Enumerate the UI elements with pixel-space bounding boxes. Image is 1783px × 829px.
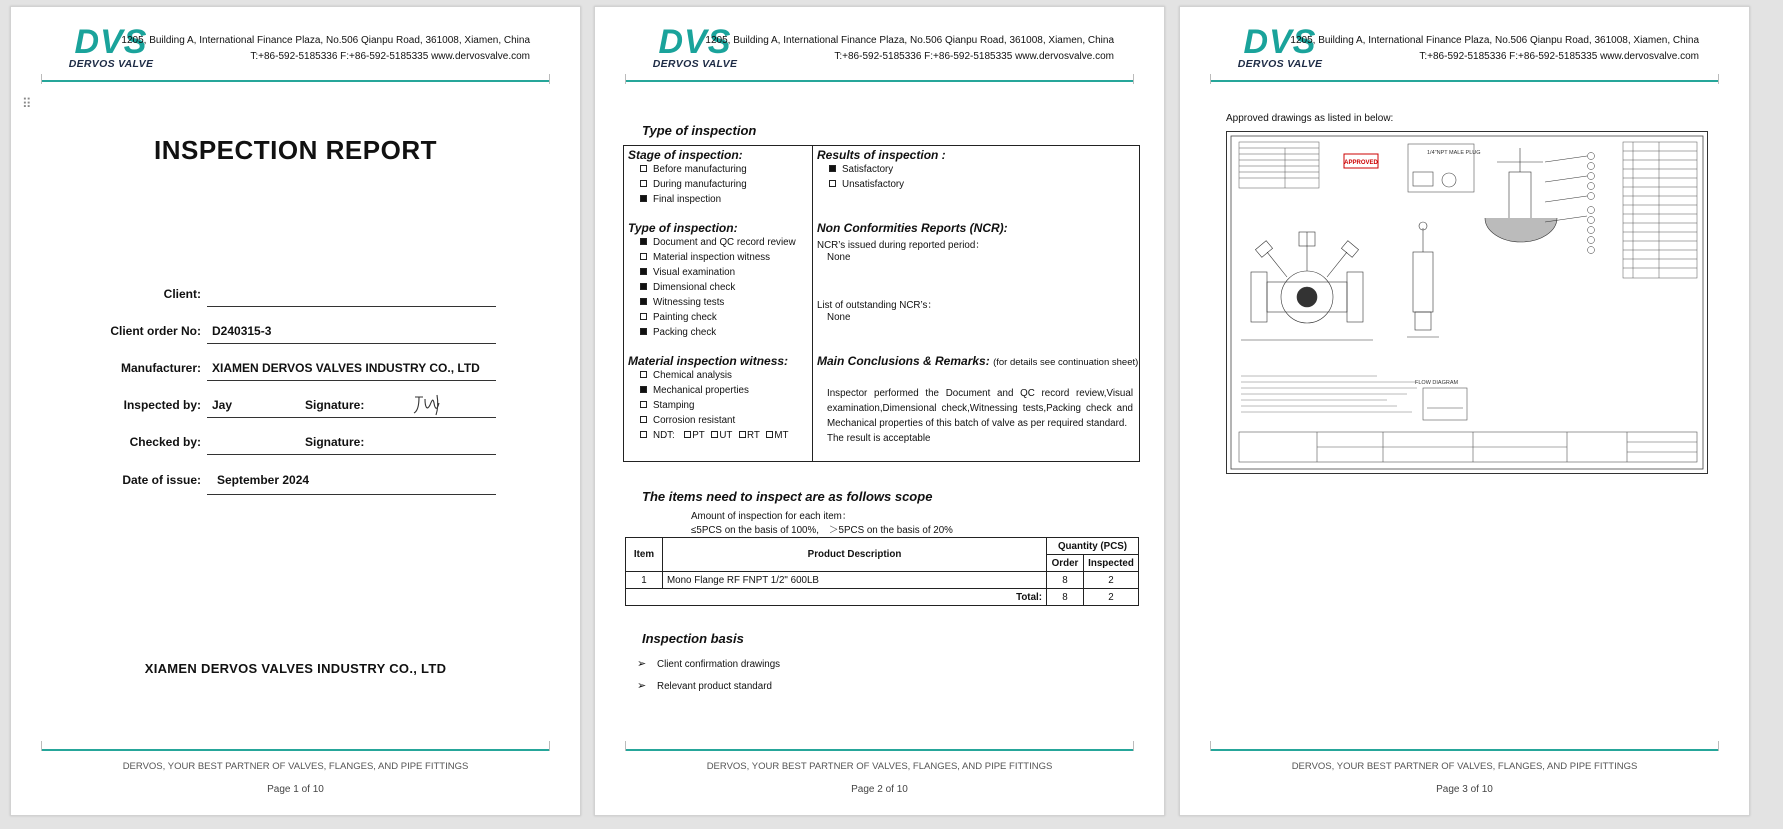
type-item[interactable] xyxy=(640,252,770,263)
header-contact: T:+86-592-5185336 F:+86-592-5185335 www.dervosvalve.com xyxy=(1419,51,1699,62)
checkbox-icon[interactable] xyxy=(640,313,647,320)
page-3 xyxy=(1179,6,1750,816)
col-desc-header: Product Description xyxy=(663,538,1047,572)
manufacturer-underline xyxy=(207,380,496,381)
plug-side xyxy=(1413,172,1433,186)
logo-name: DERVOS VALVE xyxy=(652,58,738,70)
stage-item-label: Before manufacturing xyxy=(653,164,747,175)
conclusions-heading xyxy=(817,354,1138,368)
checkbox-icon[interactable] xyxy=(640,401,647,408)
page-number: Page 2 of 10 xyxy=(851,784,908,795)
material-item-label: Chemical analysis xyxy=(653,370,732,381)
type-item-label: Document and QC record review xyxy=(653,237,796,248)
footer-divider xyxy=(625,749,1134,751)
client-label: Client: xyxy=(163,287,201,301)
valve-front-view xyxy=(1241,232,1373,340)
signature-image xyxy=(411,391,445,417)
total-order: 8 xyxy=(1047,589,1084,606)
logo-name: DERVOS VALVE xyxy=(68,58,154,70)
header-address-block xyxy=(121,33,530,65)
checkbox-icon[interactable] xyxy=(640,371,647,378)
checkbox-icon[interactable] xyxy=(829,180,836,187)
table-row xyxy=(626,572,1139,589)
page-2 xyxy=(594,6,1165,816)
checkbox-icon[interactable] xyxy=(640,283,647,290)
material-heading: Material inspection witness: xyxy=(628,354,789,368)
checkbox-icon[interactable] xyxy=(640,431,647,438)
type-heading: Type of inspection: xyxy=(628,221,738,235)
type-item[interactable] xyxy=(640,282,735,293)
type-item-label: Visual examination xyxy=(653,267,736,278)
stage-item[interactable] xyxy=(640,179,747,190)
material-item-label: Stamping xyxy=(653,400,695,411)
notes-block xyxy=(1241,376,1417,412)
type-of-inspection-title: Type of inspection xyxy=(642,123,757,138)
material-item[interactable] xyxy=(640,370,732,381)
material-item[interactable] xyxy=(640,415,735,426)
ndt-rt-label: RT xyxy=(746,430,760,441)
cell-item: 1 xyxy=(626,572,663,589)
logo-mark: DVS xyxy=(1243,23,1317,61)
ndt-pt-label: PT xyxy=(692,430,705,441)
total-label: Total: xyxy=(626,589,1047,606)
checkbox-icon[interactable] xyxy=(640,268,647,275)
company-name: XIAMEN DERVOS VALVES INDUSTRY CO., LTD xyxy=(144,661,447,676)
ndt-rt-checkbox[interactable] xyxy=(739,431,746,438)
cell-order: 8 xyxy=(1047,572,1084,589)
header-address-block xyxy=(1290,33,1699,65)
scope-title: The items need to inspect are as follows scope xyxy=(642,489,933,504)
parts-list-table xyxy=(1623,142,1697,278)
type-item-label: Material inspection witness xyxy=(653,252,771,263)
ncr-outstanding-label: List of outstanding NCR’s： xyxy=(817,300,938,311)
inspected-label: Inspected by: xyxy=(123,398,201,412)
flow-diagram-box xyxy=(1423,388,1467,420)
manufacturer-row xyxy=(41,356,506,380)
ndt-label: NDT: xyxy=(653,430,675,441)
arrow-bullet-icon: ➢ xyxy=(637,680,647,692)
footer-slogan: DERVOS, YOUR BEST PARTNER OF VALVES, FLANGES, AND PIPE FITTINGS xyxy=(122,761,469,772)
date-value[interactable]: September 2024 xyxy=(217,473,310,487)
scope-note-1: Amount of inspection for each item： xyxy=(691,511,852,522)
ndt-pt-checkbox[interactable] xyxy=(684,431,691,438)
type-item-label: Witnessing tests xyxy=(653,297,725,308)
type-item[interactable] xyxy=(640,267,735,278)
col-item-header: Item xyxy=(626,538,663,572)
order-underline xyxy=(207,343,496,344)
header-divider xyxy=(41,80,550,85)
valve-side-view xyxy=(1407,222,1439,337)
checkbox-icon[interactable] xyxy=(640,165,647,172)
ndt-ut-checkbox[interactable] xyxy=(711,431,718,438)
checkbox-icon[interactable] xyxy=(640,386,647,393)
client-row xyxy=(41,282,506,306)
date-label: Date of issue: xyxy=(122,473,201,487)
checkbox-icon[interactable] xyxy=(640,238,647,245)
results-item[interactable] xyxy=(829,179,904,190)
page-number: Page 3 of 10 xyxy=(1436,784,1493,795)
page-number: Page 1 of 10 xyxy=(267,784,324,795)
logo-name: DERVOS VALVE xyxy=(1237,58,1323,70)
basis-item xyxy=(637,658,781,670)
header-contact: T:+86-592-5185336 F:+86-592-5185335 www.dervosvalve.com xyxy=(250,51,530,62)
checked-label: Checked by: xyxy=(129,435,201,449)
stage-heading: Stage of inspection: xyxy=(628,148,743,162)
remarks xyxy=(827,386,1133,446)
material-item-label: Corrosion resistant xyxy=(653,415,736,426)
header-address: 1205, Building A, International Finance Plaza, No.506 Qianpu Road, 361008, Xiamen, China xyxy=(705,35,1114,46)
manufacturer-value[interactable]: XIAMEN DERVOS VALVES INDUSTRY CO., LTD xyxy=(212,361,480,375)
results-item-label: Satisfactory xyxy=(842,164,894,175)
header-divider xyxy=(625,80,1134,85)
cell-inspected: 2 xyxy=(1084,572,1139,589)
grid-divider xyxy=(812,146,813,461)
logo-mark: DVS xyxy=(658,23,732,61)
order-row xyxy=(41,319,506,343)
checkbox-icon[interactable] xyxy=(829,165,836,172)
stage-item[interactable] xyxy=(640,164,747,175)
material-item[interactable] xyxy=(640,400,694,411)
order-label: Client order No: xyxy=(110,324,201,338)
ndt-mt-label: MT xyxy=(774,430,789,441)
part-balloons xyxy=(1588,153,1595,254)
technical-drawing[interactable] xyxy=(1226,131,1708,474)
signature-label: Signature: xyxy=(305,398,365,412)
footer-slogan: DERVOS, YOUR BEST PARTNER OF VALVES, FLANGES, AND PIPE FITTINGS xyxy=(1291,761,1638,772)
stage-item-label: During manufacturing xyxy=(653,179,747,190)
drawing-svg xyxy=(1227,132,1707,473)
cell-desc: Mono Flange RF FNPT 1/2" 600LB xyxy=(663,572,1047,589)
checked-row xyxy=(41,430,506,454)
arrow-bullet-icon: ➢ xyxy=(637,658,647,670)
ncr-outstanding-value: None xyxy=(827,312,851,323)
basis-title: Inspection basis xyxy=(642,631,744,646)
type-item[interactable] xyxy=(640,327,716,338)
col-order-header: Order xyxy=(1047,555,1084,572)
ncr-issued-label: NCR’s issued during reported period： xyxy=(817,240,986,251)
footer-divider xyxy=(1210,749,1719,751)
basis-item-label: Relevant product standard xyxy=(657,681,772,692)
checked-underline xyxy=(207,454,496,455)
title-block xyxy=(1239,432,1697,462)
type-item-label: Dimensional check xyxy=(653,282,736,293)
ncr-issued-value: None xyxy=(827,252,851,263)
drag-handle-icon[interactable]: ⠿ xyxy=(22,96,32,111)
header-divider xyxy=(1210,80,1719,85)
basis-item-label: Client confirmation drawings xyxy=(657,659,781,670)
stage-item-label: Final inspection xyxy=(653,194,722,205)
type-item[interactable] xyxy=(640,237,796,248)
scope-note-2: ≤5PCS on the basis of 100%, ＞5PCS on the basis of 20% xyxy=(691,525,953,536)
ndt-ut-label: UT xyxy=(719,430,733,441)
remarks-text: Inspector performed the Document and QC record review,Visual examination,Dimensional check,Witnessing tests,Packing check and Mechanical properties of this batch of valve as per required standard. xyxy=(827,388,1133,429)
order-value[interactable]: D240315-3 xyxy=(212,324,272,338)
material-item-label: Mechanical properties xyxy=(653,385,749,396)
approved-stamp-text: APPROVED xyxy=(1344,160,1378,166)
approved-drawings-text: Approved drawings as listed in below: xyxy=(1226,113,1394,124)
ndt-mt-checkbox[interactable] xyxy=(766,431,773,438)
header-address-block xyxy=(705,33,1114,65)
total-row xyxy=(626,589,1139,606)
inspected-underline xyxy=(207,417,496,418)
conclusions-note: (for details see continuation sheet) xyxy=(993,357,1139,368)
inspected-row xyxy=(41,393,506,417)
footer-divider xyxy=(41,749,550,751)
results-heading: Results of inspection : xyxy=(817,148,946,162)
client-underline xyxy=(207,306,496,307)
stage-item[interactable] xyxy=(640,194,721,205)
results-item[interactable] xyxy=(829,164,893,175)
type-item[interactable] xyxy=(640,297,724,308)
inspected-value[interactable]: Jay xyxy=(212,398,233,412)
conclusions-heading-text: Main Conclusions & Remarks: xyxy=(817,354,990,368)
flow-diagram-label: FLOW DIAGRAM xyxy=(1415,380,1459,386)
inspection-grid xyxy=(623,145,1140,462)
ndt-row xyxy=(640,430,789,441)
checkbox-icon[interactable] xyxy=(640,253,647,260)
col-qty-header: Quantity (PCS) xyxy=(1047,538,1139,555)
header-contact: T:+86-592-5185336 F:+86-592-5185335 www.dervosvalve.com xyxy=(834,51,1114,62)
checkbox-icon[interactable] xyxy=(640,298,647,305)
total-inspected: 2 xyxy=(1084,589,1139,606)
col-inspected-header: Inspected xyxy=(1084,555,1139,572)
footer-slogan: DERVOS, YOUR BEST PARTNER OF VALVES, FLANGES, AND PIPE FITTINGS xyxy=(706,761,1053,772)
basis-item xyxy=(637,680,772,692)
signature-label-2: Signature: xyxy=(305,435,365,449)
date-underline xyxy=(207,494,496,495)
valve-detail-view xyxy=(1485,148,1587,242)
material-item[interactable] xyxy=(640,385,749,396)
performance-table xyxy=(1239,142,1319,188)
manufacturer-label: Manufacturer: xyxy=(120,361,201,375)
page-1 xyxy=(10,6,581,816)
header-address: 1205, Building A, International Finance Plaza, No.506 Qianpu Road, 361008, Xiamen, China xyxy=(1290,35,1699,46)
result-acceptable: The result is acceptable xyxy=(827,433,931,444)
checkbox-icon[interactable] xyxy=(640,416,647,423)
report-title: INSPECTION REPORT xyxy=(154,135,437,165)
logo-mark: DVS xyxy=(74,23,148,61)
type-item-label: Packing check xyxy=(653,327,717,338)
ncr-heading: Non Conformities Reports (NCR): xyxy=(817,221,1008,235)
type-item[interactable] xyxy=(640,312,717,323)
plug-circle xyxy=(1442,173,1456,187)
checkbox-icon[interactable] xyxy=(640,328,647,335)
checkbox-icon[interactable] xyxy=(640,180,647,187)
date-row xyxy=(41,468,506,492)
results-item-label: Unsatisfactory xyxy=(842,179,905,190)
checkbox-icon[interactable] xyxy=(640,195,647,202)
type-item-label: Painting check xyxy=(653,312,717,323)
scope-table xyxy=(625,537,1139,606)
header-address: 1205, Building A, International Finance Plaza, No.506 Qianpu Road, 361008, Xiamen, China xyxy=(121,35,530,46)
plug-label: 1/4"NPT MALE PLUG xyxy=(1427,150,1481,156)
